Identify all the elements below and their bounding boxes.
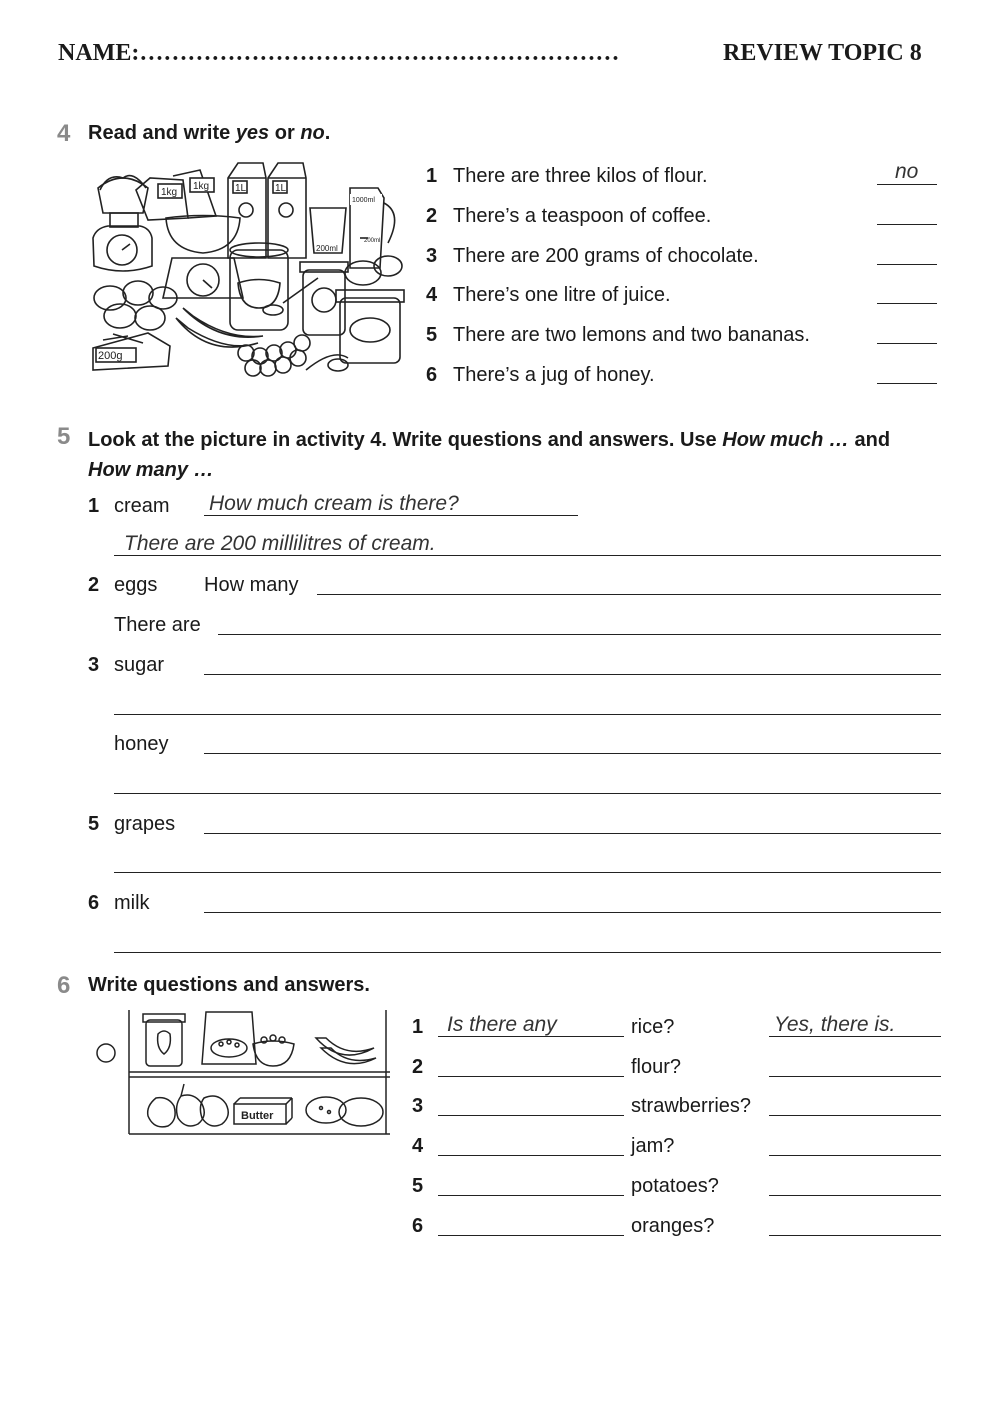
exercise-4-number: 4 [57,120,71,147]
name-label: NAME:…………………………………………………… [58,40,620,66]
answer-input[interactable] [877,343,937,344]
answer-line [877,184,937,185]
item-word: oranges? [631,1215,715,1237]
item-word: flour? [631,1056,682,1078]
answer-input[interactable] [114,872,941,873]
answer-prompt: There are [114,614,201,636]
exercise-5-number: 5 [57,423,71,450]
exercise-5-title: Look at the picture in activity 4. Write questions and answers. Use How much … and How many … [88,429,891,481]
answer-input[interactable] [769,1195,941,1196]
label-200g: 200g [98,350,123,362]
answer-input[interactable]: no [895,160,919,183]
question-input[interactable] [204,912,941,913]
answer-input[interactable] [769,1235,941,1236]
fridge-shelf-illustration [126,1008,394,1136]
item-number: 2 [412,1056,424,1078]
item-number: 4 [426,284,438,306]
answer-input[interactable] [877,224,937,225]
statement-text: There are two lemons and two bananas. [453,324,810,346]
statement-text: There’s a jug of honey. [453,364,655,386]
label-1000ml: 1000ml [352,197,375,204]
question-input[interactable]: Is there any [447,1013,557,1036]
food-illustration [88,158,408,383]
item-word: sugar [114,654,165,676]
statement-text: There are three kilos of flour. [453,165,708,187]
label-200ml-jug: 200ml [364,238,381,244]
item-number: 1 [88,495,100,517]
answer-input[interactable] [877,383,937,384]
exercise-6-title: Write questions and answers. [88,974,370,996]
statement-text: There are 200 grams of chocolate. [453,245,759,267]
question-input[interactable] [204,833,941,834]
statement-text: There’s a teaspoon of coffee. [453,205,712,227]
answer-input[interactable] [114,714,941,715]
item-number: 1 [426,165,438,187]
label-1l-a: 1L [235,183,247,194]
item-word: milk [114,892,150,914]
item-word: eggs [114,574,158,596]
item-word: strawberries? [631,1095,752,1117]
item-word: jam? [631,1135,675,1157]
question-input[interactable] [204,753,941,754]
radio-button[interactable] [95,1042,117,1064]
answer-input[interactable]: Yes, there is. [774,1013,896,1036]
item-number: 1 [412,1016,424,1038]
exercise-6-number: 6 [57,972,71,999]
question-input[interactable] [204,674,941,675]
exercise-4-title: Read and write yes or no. [88,122,331,144]
question-input[interactable] [317,594,941,595]
item-number: 5 [412,1175,424,1197]
question-input[interactable] [438,1235,624,1236]
answer-input[interactable] [769,1155,941,1156]
question-input[interactable]: How much cream is there? [209,492,459,515]
label-1kg-a: 1kg [161,187,178,198]
item-number: 2 [426,205,438,227]
item-number: 5 [426,324,438,346]
item-number: 6 [412,1215,424,1237]
page-title: REVIEW TOPIC 8 [723,40,922,66]
item-word: potatoes? [631,1175,719,1197]
item-number: 6 [88,892,100,914]
answer-input[interactable] [877,264,937,265]
label-1l-b: 1L [275,183,287,194]
item-word: rice? [631,1016,675,1038]
answer-input[interactable] [218,634,941,635]
label-200ml: 200ml [316,244,338,253]
answer-input[interactable] [114,793,941,794]
answer-input[interactable]: There are 200 millilitres of cream. [124,532,436,555]
item-number: 6 [426,364,438,386]
item-number: 2 [88,574,100,596]
answer-input[interactable] [769,1115,941,1116]
item-word: grapes [114,813,176,835]
item-number: 3 [426,245,438,267]
item-word: honey [114,733,169,755]
item-number: 4 [412,1135,424,1157]
question-prompt: How many [204,574,299,596]
answer-input[interactable] [877,303,937,304]
answer-input[interactable] [114,952,941,953]
question-input[interactable] [438,1155,624,1156]
item-word: cream [114,495,170,517]
question-input[interactable] [438,1115,624,1116]
question-input[interactable] [438,1076,624,1077]
label-1kg-b: 1kg [193,181,210,192]
question-input[interactable] [438,1195,624,1196]
answer-input[interactable] [769,1076,941,1077]
item-number: 3 [88,654,100,676]
item-number: 5 [88,813,100,835]
statement-text: There’s one litre of juice. [453,284,671,306]
butter-label: Butter [241,1110,274,1122]
item-number: 3 [412,1095,424,1117]
